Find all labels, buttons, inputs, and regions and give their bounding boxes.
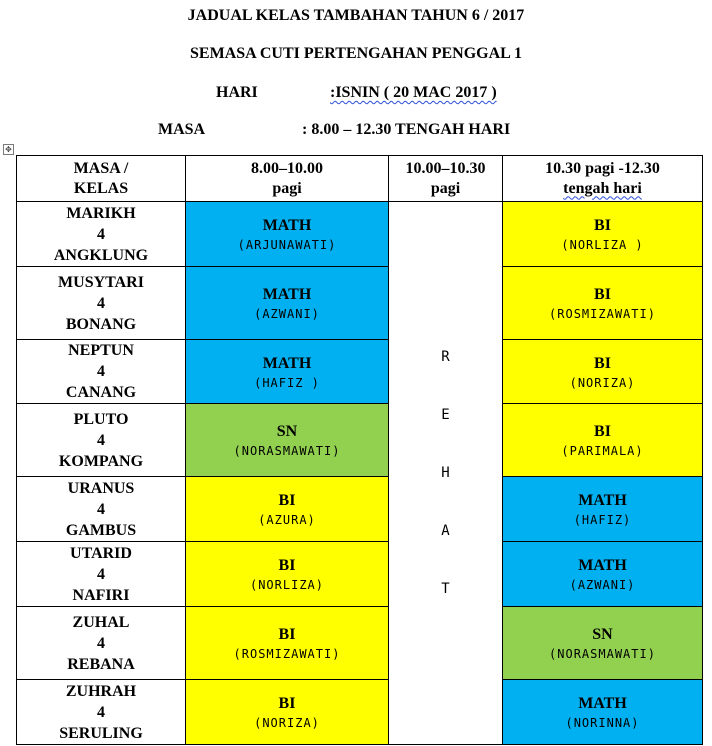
hari-label: HARI <box>216 84 258 101</box>
header-row <box>17 156 703 202</box>
subject-label: BI <box>594 286 611 303</box>
title-line-2: SEMASA CUTI PERTENGAHAN PENGGAL 1 <box>190 45 522 62</box>
class-cell <box>17 267 186 340</box>
subject-label: MATH <box>578 695 627 712</box>
teacher-label: (NORINNA) <box>565 716 640 730</box>
col-header-slot-2: 10.30 pagi -12.30 tengah hari <box>503 156 703 202</box>
class-cell <box>17 202 186 267</box>
subject-label: MATH <box>578 557 627 574</box>
subject-label: MATH <box>262 286 312 303</box>
slot2-cell <box>503 477 703 542</box>
hari-value: :ISNIN ( 20 MAC 2017 ) <box>330 84 497 101</box>
class-cell-line: SERULING <box>59 724 143 742</box>
rehat-letter: A <box>441 523 450 539</box>
class-cell-line: URANUS <box>67 479 135 497</box>
teacher-label: (HAFIZ) <box>573 513 632 527</box>
class-cell-line: 4 <box>97 565 105 583</box>
class-cell <box>17 404 186 477</box>
table-row <box>17 267 703 340</box>
slot1-cell <box>186 267 389 340</box>
col-header-masa-kelas: MASA / KELAS <box>17 156 186 202</box>
subject-label: BI <box>278 557 296 574</box>
slot2-cell <box>503 404 703 477</box>
rehat-label <box>389 328 502 618</box>
class-cell-line: 4 <box>97 431 105 449</box>
subject-label: BI <box>594 217 611 234</box>
class-cell-line: GAMBUS <box>65 521 137 539</box>
class-cell <box>17 340 186 404</box>
subject-label: SN <box>276 423 298 440</box>
col-header-slot-1: 8.00–10.00 pagi <box>186 156 389 202</box>
table-row <box>17 202 703 267</box>
class-cell-line: BONANG <box>65 315 137 333</box>
subject-label: BI <box>594 354 611 372</box>
class-cell-line: REBANA <box>67 655 135 673</box>
teacher-label: (PARIMALA) <box>561 444 644 458</box>
masa-value: : 8.00 – 12.30 TENGAH HARI <box>302 121 511 138</box>
slot1-cell <box>186 542 389 607</box>
slot1-cell <box>186 202 389 267</box>
teacher-label: (NORIZA) <box>254 716 320 730</box>
slot1-cell <box>186 340 389 404</box>
teacher-label: (NORIZA) <box>569 375 636 390</box>
class-cell <box>17 477 186 542</box>
class-cell <box>17 680 186 745</box>
slot2-cell <box>503 267 703 340</box>
subject-label: BI <box>278 626 296 643</box>
rehat-letter: R <box>441 349 450 365</box>
subject-label: SN <box>592 626 613 643</box>
class-cell-line: ANGKLUNG <box>53 246 149 264</box>
class-cell-line: ZUHRAH <box>65 682 137 700</box>
class-cell-line: 4 <box>97 363 105 380</box>
class-cell-line: CANANG <box>65 384 137 401</box>
subject-label: MATH <box>262 217 312 234</box>
table-row <box>17 404 703 477</box>
subject-label: BI <box>278 695 296 712</box>
rehat-cell <box>389 202 503 745</box>
slot1-cell <box>186 607 389 680</box>
masa-label: MASA <box>158 121 206 138</box>
class-cell-line: 4 <box>97 225 105 243</box>
slot2-cell <box>503 607 703 680</box>
rehat-letter: E <box>441 407 450 423</box>
class-cell-line: UTARID <box>70 544 132 562</box>
slot1-cell <box>186 404 389 477</box>
col-header-rehat: 10.00–10.30 pagi <box>389 156 503 202</box>
slot1-cell <box>186 680 389 745</box>
table-row <box>17 607 703 680</box>
subject-label: BI <box>278 492 296 509</box>
table-row <box>17 542 703 607</box>
class-cell-line: MUSYTARI <box>58 273 144 291</box>
teacher-label: (AZWANI) <box>254 307 320 321</box>
slot2-cell <box>503 680 703 745</box>
class-cell-line: KOMPANG <box>58 452 144 470</box>
teacher-label: (NORASMAWATI) <box>233 444 341 458</box>
table-row <box>17 340 703 404</box>
class-cell-line: 4 <box>97 634 105 652</box>
table-move-handle-icon[interactable]: ✥ <box>3 144 14 155</box>
subject-label: MATH <box>262 354 312 372</box>
class-cell-line: NEPTUN <box>68 342 134 359</box>
table-row <box>17 680 703 745</box>
slot1-cell <box>186 477 389 542</box>
class-cell-line: 4 <box>97 294 105 312</box>
teacher-label: (AZURA) <box>258 513 316 527</box>
class-cell-line: 4 <box>97 703 105 721</box>
title-line-1: JADUAL KELAS TAMBAHAN TAHUN 6 / 2017 <box>187 7 525 24</box>
subject-label: MATH <box>578 492 627 509</box>
slot2-cell <box>503 340 703 404</box>
class-cell-line: ZUHAL <box>72 613 130 631</box>
rehat-letter: T <box>441 581 450 597</box>
subject-label: BI <box>594 423 611 440</box>
schedule-table <box>16 155 703 745</box>
class-cell <box>17 607 186 680</box>
rehat-letter: H <box>441 465 450 481</box>
teacher-label: (NORASMAWATI) <box>549 647 656 661</box>
class-cell <box>17 542 186 607</box>
class-cell-line: NAFIRI <box>72 586 130 604</box>
teacher-label: (ROSMIZAWATI) <box>549 307 656 321</box>
teacher-label: (HAFIZ ) <box>254 375 320 390</box>
teacher-label: (AZWANI) <box>569 578 636 592</box>
class-cell-line: MARIKH <box>66 204 136 222</box>
class-cell-line: 4 <box>97 500 105 518</box>
slot2-cell <box>503 542 703 607</box>
teacher-label: (NORLIZA ) <box>561 238 644 252</box>
slot2-cell <box>503 202 703 267</box>
teacher-label: (ROSMIZAWATI) <box>233 647 341 661</box>
teacher-label: (NORLIZA) <box>249 578 325 592</box>
teacher-label: (ARJUNAWATI) <box>237 238 337 252</box>
class-cell-line: PLUTO <box>73 410 129 428</box>
table-row <box>17 477 703 542</box>
